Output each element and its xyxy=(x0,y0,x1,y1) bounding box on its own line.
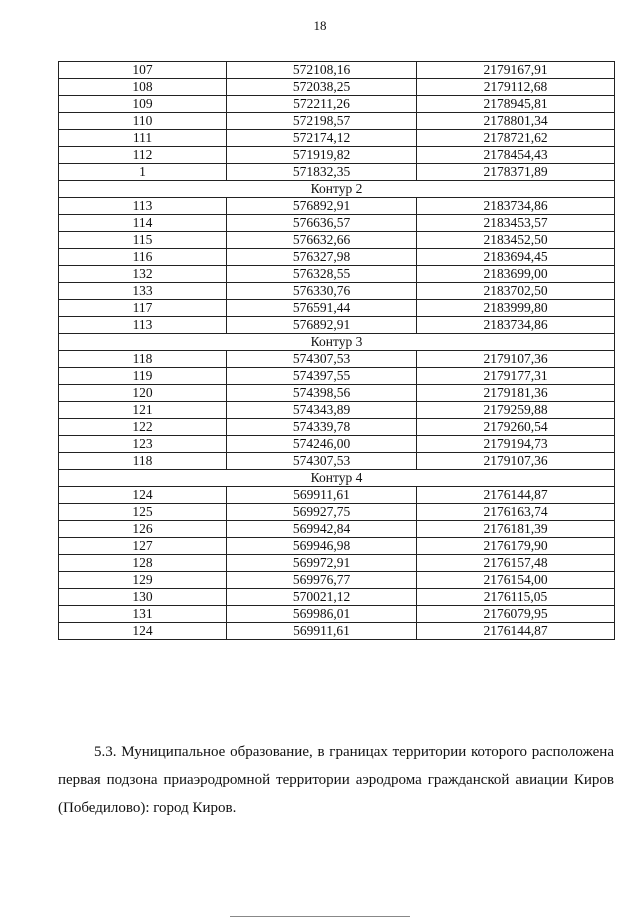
x-coordinate-cell: 572174,12 xyxy=(227,130,417,147)
y-coordinate-cell: 2183734,86 xyxy=(417,317,615,334)
y-coordinate-cell: 2179194,73 xyxy=(417,436,615,453)
table-row xyxy=(59,96,615,113)
y-coordinate-cell: 2183702,50 xyxy=(417,283,615,300)
point-number-cell: 111 xyxy=(59,130,227,147)
y-coordinate-cell: 2176179,90 xyxy=(417,538,615,555)
point-number-cell: 113 xyxy=(59,198,227,215)
y-coordinate-cell: 2183734,86 xyxy=(417,198,615,215)
y-coordinate-cell: 2176154,00 xyxy=(417,572,615,589)
x-coordinate-cell: 572108,16 xyxy=(227,62,417,79)
point-number-cell: 125 xyxy=(59,504,227,521)
point-number-cell: 129 xyxy=(59,572,227,589)
x-coordinate-cell: 569927,75 xyxy=(227,504,417,521)
table-row xyxy=(59,79,615,96)
point-number-cell: 124 xyxy=(59,623,227,640)
table-row xyxy=(59,351,615,368)
point-number-cell: 116 xyxy=(59,249,227,266)
table-row xyxy=(59,572,615,589)
point-number-cell: 117 xyxy=(59,300,227,317)
x-coordinate-cell: 572038,25 xyxy=(227,79,417,96)
table-row xyxy=(59,266,615,283)
point-number-cell: 118 xyxy=(59,453,227,470)
y-coordinate-cell: 2179107,36 xyxy=(417,453,615,470)
table-row xyxy=(59,436,615,453)
y-coordinate-cell: 2179181,36 xyxy=(417,385,615,402)
point-number-cell: 107 xyxy=(59,62,227,79)
x-coordinate-cell: 574307,53 xyxy=(227,351,417,368)
x-coordinate-cell: 576892,91 xyxy=(227,317,417,334)
table-row xyxy=(59,487,615,504)
x-coordinate-cell: 569976,77 xyxy=(227,572,417,589)
x-coordinate-cell: 572211,26 xyxy=(227,96,417,113)
y-coordinate-cell: 2176144,87 xyxy=(417,623,615,640)
y-coordinate-cell: 2183999,80 xyxy=(417,300,615,317)
point-number-cell: 115 xyxy=(59,232,227,249)
point-number-cell: 126 xyxy=(59,521,227,538)
page-number: 18 xyxy=(313,18,327,33)
y-coordinate-cell: 2183453,57 xyxy=(417,215,615,232)
table-row xyxy=(59,419,615,436)
point-number-cell: 127 xyxy=(59,538,227,555)
table-row xyxy=(59,249,615,266)
x-coordinate-cell: 569986,01 xyxy=(227,606,417,623)
x-coordinate-cell: 569942,84 xyxy=(227,521,417,538)
coordinates-table xyxy=(58,61,615,640)
y-coordinate-cell: 2176144,87 xyxy=(417,487,615,504)
y-coordinate-cell: 2178371,89 xyxy=(417,164,615,181)
y-coordinate-cell: 2183699,00 xyxy=(417,266,615,283)
y-coordinate-cell: 2179177,31 xyxy=(417,368,615,385)
table-row xyxy=(59,368,615,385)
section-label: Контур 4 xyxy=(59,470,615,487)
x-coordinate-cell: 569946,98 xyxy=(227,538,417,555)
y-coordinate-cell: 2179107,36 xyxy=(417,351,615,368)
section-header-row xyxy=(59,334,615,351)
point-number-cell: 133 xyxy=(59,283,227,300)
table-row xyxy=(59,521,615,538)
table-row xyxy=(59,215,615,232)
x-coordinate-cell: 574246,00 xyxy=(227,436,417,453)
point-number-cell: 118 xyxy=(59,351,227,368)
table-row xyxy=(59,504,615,521)
point-number-cell: 121 xyxy=(59,402,227,419)
x-coordinate-cell: 576327,98 xyxy=(227,249,417,266)
point-number-cell: 131 xyxy=(59,606,227,623)
point-number-cell: 120 xyxy=(59,385,227,402)
x-coordinate-cell: 574397,55 xyxy=(227,368,417,385)
point-number-cell: 123 xyxy=(59,436,227,453)
section-header-row xyxy=(59,470,615,487)
point-number-cell: 122 xyxy=(59,419,227,436)
table-row xyxy=(59,623,615,640)
x-coordinate-cell: 571919,82 xyxy=(227,147,417,164)
x-coordinate-cell: 574307,53 xyxy=(227,453,417,470)
y-coordinate-cell: 2176079,95 xyxy=(417,606,615,623)
point-number-cell: 110 xyxy=(59,113,227,130)
x-coordinate-cell: 572198,57 xyxy=(227,113,417,130)
x-coordinate-cell: 569911,61 xyxy=(227,487,417,504)
x-coordinate-cell: 576632,66 xyxy=(227,232,417,249)
table-row xyxy=(59,164,615,181)
table-row xyxy=(59,589,615,606)
table-row xyxy=(59,147,615,164)
y-coordinate-cell: 2178945,81 xyxy=(417,96,615,113)
point-number-cell: 130 xyxy=(59,589,227,606)
table-body xyxy=(59,62,615,640)
paragraph-text: 5.3. Муниципальное образование, в границах территории которого расположена первая подзона приаэродромной территории аэродрома гражданской авиации Киров (Победилово): город Киров. xyxy=(58,744,614,816)
y-coordinate-cell: 2179260,54 xyxy=(417,419,615,436)
y-coordinate-cell: 2176163,74 xyxy=(417,504,615,521)
table-row xyxy=(59,555,615,572)
x-coordinate-cell: 576892,91 xyxy=(227,198,417,215)
table-row xyxy=(59,385,615,402)
point-number-cell: 114 xyxy=(59,215,227,232)
point-number-cell: 113 xyxy=(59,317,227,334)
section-label: Контур 3 xyxy=(59,334,615,351)
y-coordinate-cell: 2183694,45 xyxy=(417,249,615,266)
x-coordinate-cell: 576330,76 xyxy=(227,283,417,300)
y-coordinate-cell: 2179167,91 xyxy=(417,62,615,79)
table-row xyxy=(59,283,615,300)
y-coordinate-cell: 2183452,50 xyxy=(417,232,615,249)
table-row xyxy=(59,317,615,334)
x-coordinate-cell: 574343,89 xyxy=(227,402,417,419)
y-coordinate-cell: 2178721,62 xyxy=(417,130,615,147)
table-row xyxy=(59,300,615,317)
point-number-cell: 108 xyxy=(59,79,227,96)
table-row xyxy=(59,606,615,623)
x-coordinate-cell: 569911,61 xyxy=(227,623,417,640)
table-row xyxy=(59,538,615,555)
point-number-cell: 132 xyxy=(59,266,227,283)
x-coordinate-cell: 571832,35 xyxy=(227,164,417,181)
y-coordinate-cell: 2179112,68 xyxy=(417,79,615,96)
point-number-cell: 1 xyxy=(59,164,227,181)
table-row xyxy=(59,453,615,470)
point-number-cell: 109 xyxy=(59,96,227,113)
y-coordinate-cell: 2176181,39 xyxy=(417,521,615,538)
y-coordinate-cell: 2178454,43 xyxy=(417,147,615,164)
x-coordinate-cell: 574398,56 xyxy=(227,385,417,402)
table-row xyxy=(59,402,615,419)
point-number-cell: 128 xyxy=(59,555,227,572)
x-coordinate-cell: 569972,91 xyxy=(227,555,417,572)
y-coordinate-cell: 2176157,48 xyxy=(417,555,615,572)
point-number-cell: 119 xyxy=(59,368,227,385)
y-coordinate-cell: 2176115,05 xyxy=(417,589,615,606)
x-coordinate-cell: 570021,12 xyxy=(227,589,417,606)
footer-rule xyxy=(230,916,410,917)
section-header-row xyxy=(59,181,615,198)
x-coordinate-cell: 576636,57 xyxy=(227,215,417,232)
point-number-cell: 112 xyxy=(59,147,227,164)
section-label: Контур 2 xyxy=(59,181,615,198)
body-paragraph xyxy=(58,738,614,822)
x-coordinate-cell: 576591,44 xyxy=(227,300,417,317)
point-number-cell: 124 xyxy=(59,487,227,504)
table-row xyxy=(59,62,615,79)
table-row xyxy=(59,113,615,130)
table-row xyxy=(59,232,615,249)
table-row xyxy=(59,130,615,147)
y-coordinate-cell: 2179259,88 xyxy=(417,402,615,419)
x-coordinate-cell: 574339,78 xyxy=(227,419,417,436)
y-coordinate-cell: 2178801,34 xyxy=(417,113,615,130)
x-coordinate-cell: 576328,55 xyxy=(227,266,417,283)
table-row xyxy=(59,198,615,215)
